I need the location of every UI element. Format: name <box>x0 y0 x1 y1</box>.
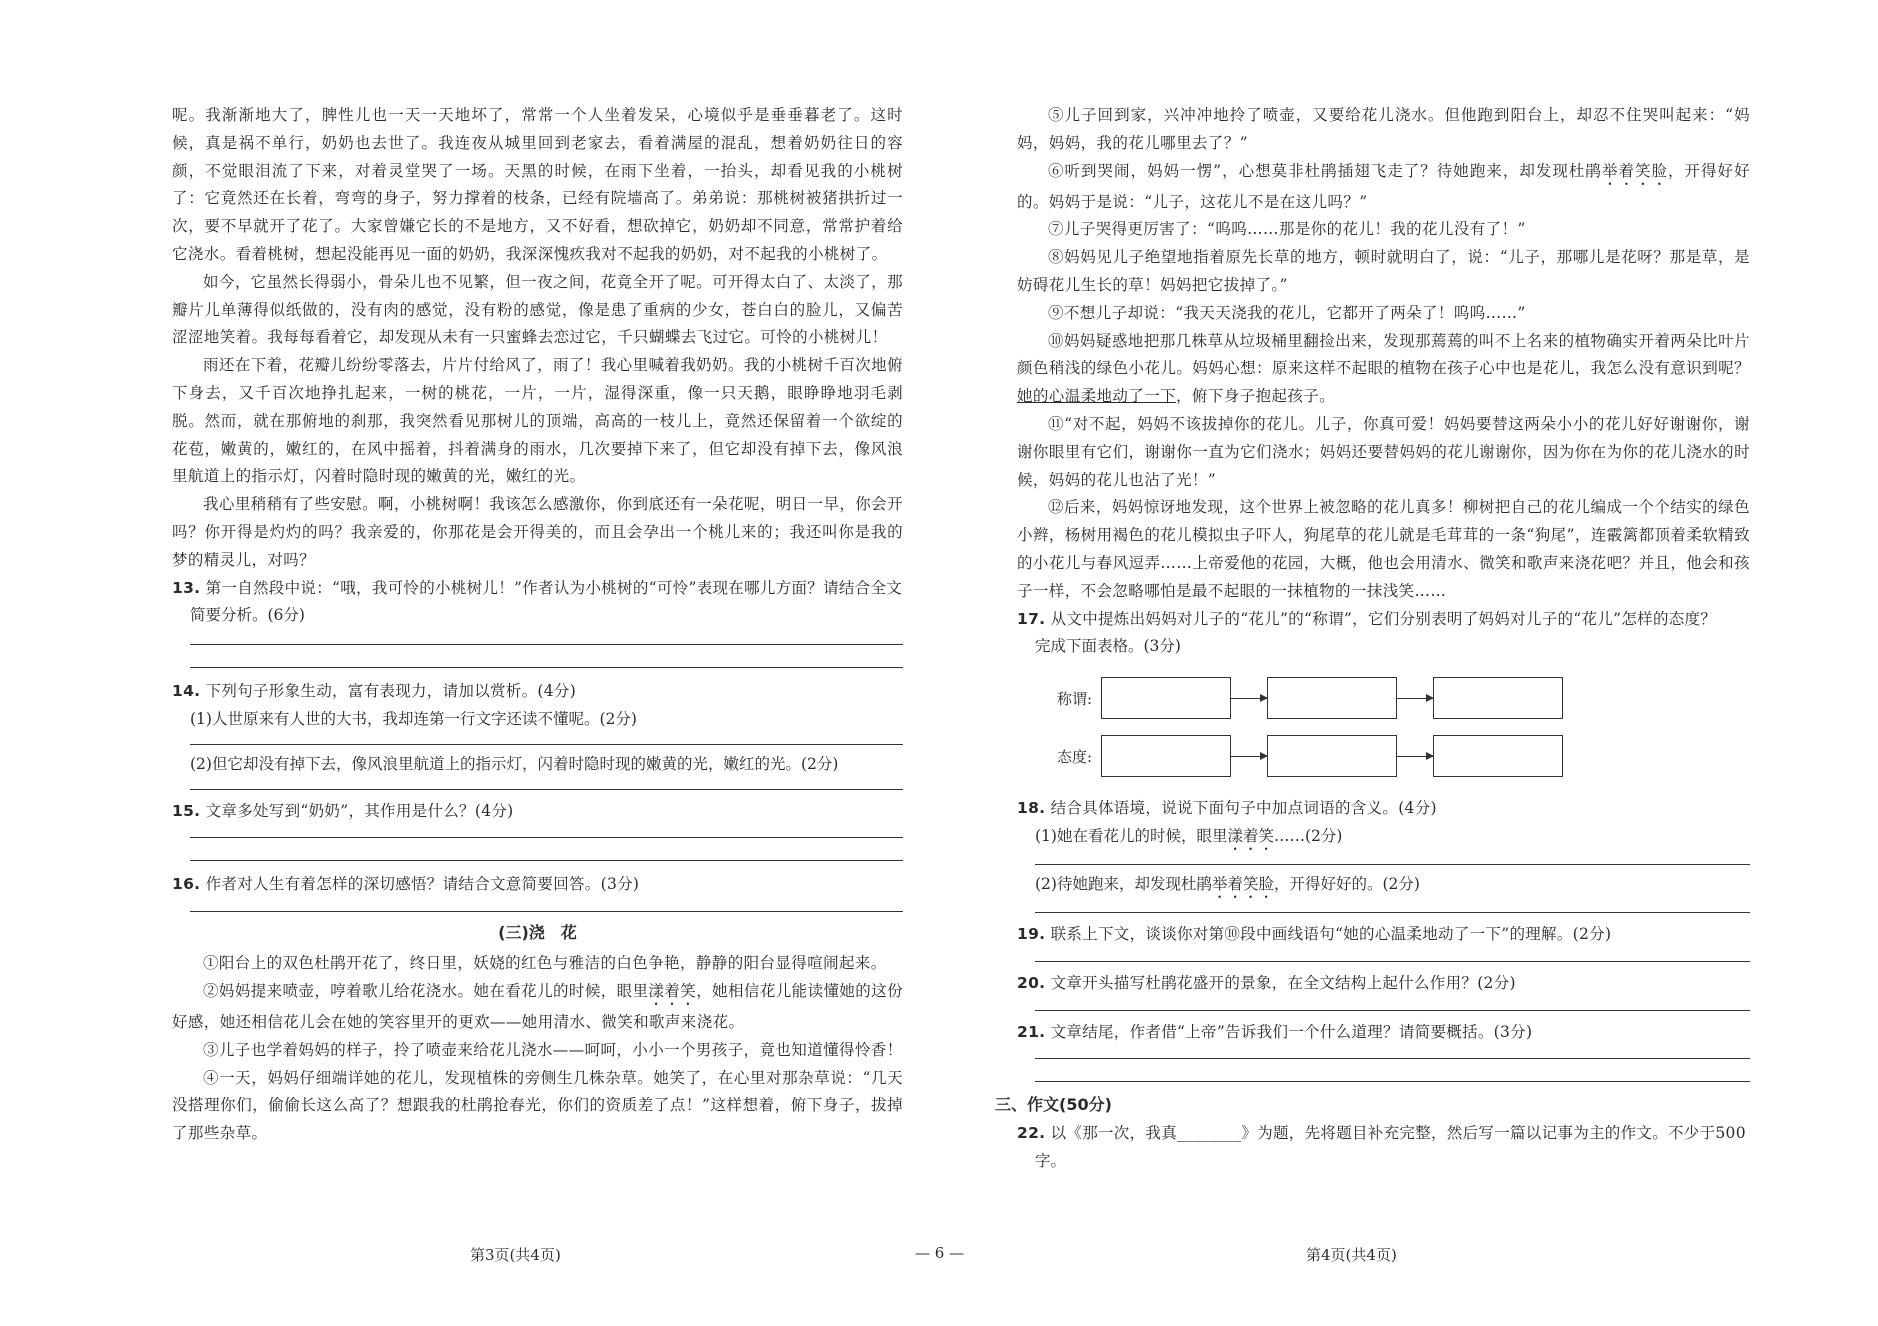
question-20: 20. 文章开头描写杜鹃花盛开的景象，在全文结构上起什么作用？(2分) <box>1017 973 1516 992</box>
story-paragraph: ⑤儿子回到家，兴冲冲地拎了喷壶，又要给花儿浇水。但他跑到阳台上，却忍不住哭叫起来：“妈妈，妈妈，我的花儿哪里去了？” <box>1017 106 1750 152</box>
arrow-icon <box>1231 756 1267 757</box>
arrow-icon <box>1397 756 1433 757</box>
question-13-cont: 简要分析。(6分) <box>190 606 305 625</box>
arrow-icon <box>1231 698 1267 699</box>
passage-paragraph: 呢。我渐渐地大了，脾性儿也一天一天地坏了，常常一个人坐着发呆，心境似乎是垂垂暮老了。这时候，真是祸不单行，奶奶也去世了。我连夜从城里回到老家去，看着满屋的混乱，想着奶奶往日的容颜，不觉眼泪流了下来，对着灵堂哭了一场。天黑的时候，在雨下坐着，一抬头，却看见我的小桃树了：它竟然还在长着，弯弯的身子，努力撑着的枝条，已经有院墙高了。弟弟说：那桃树被猪拱折过一次，要不早就开了花了。大家曾嫌它长的不是地方，又不好看，想砍掉它，奶奶却不同意，常常护着给它浇水。看着桃树，想起没能再见一面的奶奶，我深深愧疚我对不起我的奶奶，对不起我的小桃树了。 <box>172 106 903 263</box>
question-14-2: (2)但它却没有掉下去，像风浪里航道上的指示灯，闪着时隐时现的嫩黄的光，嫩红的光。(2分) <box>190 754 839 773</box>
row-label: 态度: <box>1057 747 1093 766</box>
question-22: 22. 以《那一次，我真________》为题，先将题目补充完整，然后写一篇以记事为主的作文。不少于500 <box>1017 1124 1746 1143</box>
question-21: 21. 文章结尾，作者借“上帝”告诉我们一个什么道理？请简要概括。(3分) <box>1017 1022 1533 1041</box>
answer-box[interactable] <box>1433 677 1563 719</box>
arrow-icon <box>1397 698 1433 699</box>
question-18-2: (2)待她跑来，却发现杜鹃举着笑脸，开得好好的。(2分) <box>1035 874 1420 893</box>
story-paragraph: ⑪“对不起，妈妈不该拔掉你的花儿。儿子，你真可爱！妈妈要替这两朵小小的花儿好好谢谢你，谢谢你眼里有它们，谢谢你一直为它们浇水；妈妈还要替妈妈的花儿谢谢你，因为你在为你的花儿浇水的时候，妈妈的花儿也沾了光！” <box>1017 414 1750 489</box>
question-18-1: (1)她在看花儿的时候，眼里漾着笑……(2分) <box>1035 826 1343 845</box>
story-paragraph: ⑥听到哭闹，妈妈一愣”，心想莫非杜鹃插翅飞走了？待她跑来，却发现杜鹃举着笑脸，开得好好的。妈妈于是说：“儿子，这花儿不是在这儿吗？” <box>1017 161 1750 211</box>
question-19: 19. 联系上下文，谈谈你对第⑩段中画线语句“她的心温柔地动了一下”的理解。(2分) <box>1017 924 1612 943</box>
story-paragraph: ⑧妈妈见儿子绝望地指着原先长草的地方，顿时就明白了，说：“儿子，那哪儿是花呀？那是草，是妨碍花儿生长的草！妈妈把它拔掉了。” <box>1017 248 1750 294</box>
dotted-phrase: 举着笑脸 <box>1211 874 1274 893</box>
dotted-phrase: 漾着笑 <box>1227 826 1274 845</box>
table-row <box>1057 727 1750 785</box>
answer-box[interactable] <box>1267 677 1397 719</box>
question-13: 13. 第一自然段中说：“哦，我可怜的小桃树儿！”作者认为小桃树的“可怜”表现在哪儿方面？请结合全文 <box>172 578 903 597</box>
story-paragraph: ⑩妈妈疑惑地把那几株草从垃圾桶里翻捡出来，发现那蔫蔫的叫不上名来的植物确实开着两朵比叶片颜色稍浅的绿色小花儿。妈妈心想：原来这样不起眼的植物在孩子心中也是花儿，我怎么没有意识到呢？她的心温柔地动了一下，俯下身子抱起孩子。 <box>1017 331 1750 406</box>
sheet-number: — 6 — <box>915 1244 965 1262</box>
dotted-phrase: 漾着笑 <box>648 981 697 1000</box>
passage-paragraph: 雨还在下着，花瓣儿纷纷零落去，片片付给风了，雨了！我心里喊着我奶奶。我的小桃树千百次地俯下身去，又千百次地挣扎起来，一树的桃花，一片，一片，湿得深重，像一只天鹅，眼睁睁地羽毛剥脱。然而，就在那俯地的刹那，我突然看见那树儿的顶端，高高的一枝儿上，竟然还保留着一个欲绽的花苞，嫩黄的，嫩红的，在风中摇着，抖着满身的雨水，几次要掉下来了，但它却没有掉下去，像风浪里航道上的指示灯，闪着时隐时现的嫩黄的光，嫩红的光。 <box>172 356 903 486</box>
question-17-cont: 完成下面表格。(3分) <box>1035 637 1181 656</box>
answer-table <box>1057 669 1750 785</box>
story-paragraph: ⑨不想儿子却说：“我天天浇我的花儿，它都开了两朵了！呜呜……” <box>1048 303 1526 322</box>
passage-paragraph: 如今，它虽然长得弱小，骨朵儿也不见繁，但一夜之间，花竟全开了呢。可开得太白了、太淡了，那瓣片儿单薄得似纸做的，没有肉的感觉，没有粉的感觉，像是患了重病的少女，苍白白的脸儿，又偏苦涩涩地笑着。我每每看着它，却发现从未有一只蜜蜂去恋过它，千只蝴蝶去飞过它。可怜的小桃树儿！ <box>172 272 903 347</box>
question-18: 18. 结合具体语境，说说下面句子中加点词语的含义。(4分) <box>1017 799 1437 818</box>
story-paragraph: ④一天，妈妈仔细端详她的花儿，发现植株的旁侧生几株杂草。她笑了，在心里对那杂草说：“几天没搭理你们，偷偷长这么高了？想跟我的杜鹃抢春光，你们的资质差了点！”这样想着，俯下身子，拔掉了那些杂草。 <box>172 1068 903 1143</box>
question-22-cont: 字。 <box>1035 1152 1067 1171</box>
section-title: (三)浇 花 <box>498 923 577 943</box>
story-paragraph: ①阳台上的双色杜鹃开花了，终日里，妖娆的红色与雅洁的白色争艳，静静的阳台显得喧闹起来。 <box>203 954 887 973</box>
answer-box[interactable] <box>1101 735 1231 777</box>
section-heading: 三、作文(50分) <box>995 1095 1112 1115</box>
question-17: 17. 从文中提炼出妈妈对儿子的“花儿”的“称谓”，它们分别表明了妈妈对儿子的“花儿”怎样的态度？ <box>1017 609 1717 628</box>
question-14-1: (1)人世原来有人世的大书，我却连第一行文字还读不懂呢。(2分) <box>190 709 637 728</box>
story-paragraph: ⑫后来，妈妈惊讶地发现，这个世界上被忽略的花儿真多！柳树把自己的花儿编成一个个结实的绿色小辫，杨树用褐色的花儿模拟虫子吓人，狗尾草的花儿就是毛茸茸的一条“狗尾”，连霰篱都顶着柔软精致的小花儿与春风逗弄……上帝爱他的花园，大概，他也会用清水、微笑和歌声来浇花吧？并且，他会和孩子一样，不会忽略哪怕是最不起眼的一抹植物的一抹浅笑…… <box>1017 498 1750 600</box>
answer-box[interactable] <box>1267 735 1397 777</box>
story-paragraph: ②妈妈提来喷壶，哼着歌儿给花浇水。她在看花儿的时候，眼里漾着笑，她相信花儿能读懂她的这份好感，她还相信花儿会在她的笑容里开的更欢——她用清水、微笑和歌声来浇花。 <box>172 981 904 1031</box>
story-paragraph: ⑦儿子哭得更厉害了：“呜呜……那是你的花儿！我的花儿没有了！” <box>1048 220 1526 239</box>
underlined-sentence: 她的心温柔地动了一下 <box>1017 387 1177 406</box>
right-page <box>939 0 1878 1326</box>
row-label: 称谓: <box>1057 689 1093 708</box>
passage-paragraph: 我心里稍稍有了些安慰。啊，小桃树啊！我该怎么感激你，你到底还有一朵花呢，明日一早，你会开吗？你开得是灼灼的吗？我亲爱的，你那花是会开得美的，而且会孕出一个桃儿来的；我还叫你是我的梦的精灵儿，对吗？ <box>172 495 903 569</box>
question-15: 15. 文章多处写到“奶奶”，其作用是什么？(4分) <box>172 801 514 820</box>
answer-box[interactable] <box>1101 677 1231 719</box>
answer-box[interactable] <box>1433 735 1563 777</box>
question-16: 16. 作者对人生有着怎样的深切感悟？请结合文意简要回答。(3分) <box>172 875 640 894</box>
question-14: 14. 下列句子形象生动，富有表现力，请加以赏析。(4分) <box>172 682 577 701</box>
story-paragraph: ③儿子也学着妈妈的样子，拎了喷壶来给花儿浇水——呵呵，小小一个男孩子，竟也知道懂得怜香！ <box>203 1040 903 1059</box>
page-number-right: 第4页(共4页) <box>1306 1246 1397 1264</box>
dotted-phrase: 举着笑脸 <box>1601 161 1669 180</box>
table-row <box>1057 669 1750 727</box>
page-number-left: 第3页(共4页) <box>470 1246 561 1264</box>
